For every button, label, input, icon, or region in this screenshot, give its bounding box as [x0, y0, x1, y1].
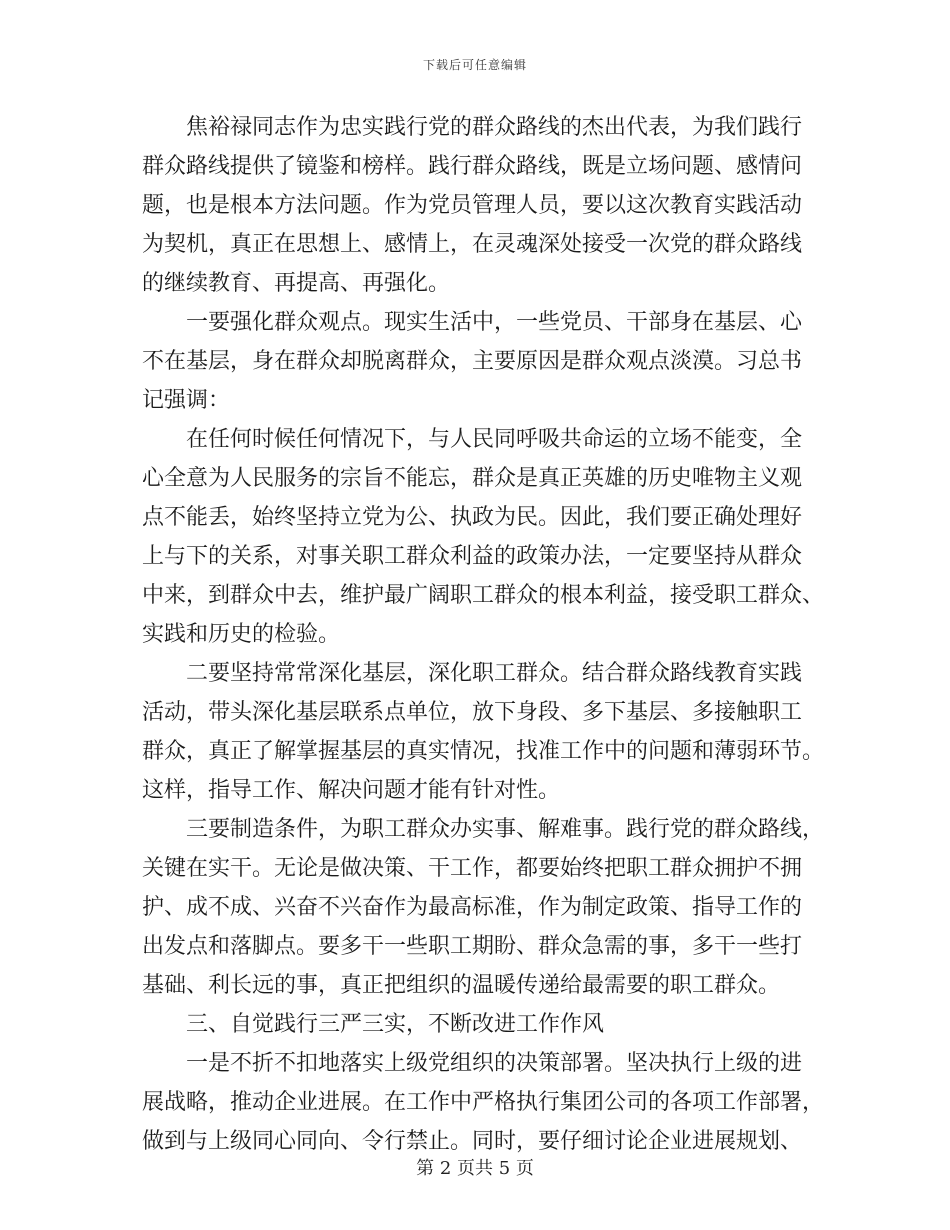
text-line-14: 实践和历史的检验。	[142, 622, 341, 647]
document-body	[142, 108, 825, 1161]
text-line-19: 三要制造条件，为职工群众办实事、解难事。践行党的群众路线，	[186, 817, 825, 842]
text-line-8: 记强调：	[142, 388, 231, 413]
text-line-11: 点不能丢，始终坚持立党为公、执政为民。因此，我们要正确处理好	[142, 505, 803, 530]
text-line-2: 群众路线提供了镜鉴和榜样。践行群众路线，既是立场问题、感情问	[142, 154, 803, 179]
text-line-22: 出发点和落脚点。要多干一些职工期盼、群众急需的事，多干一些打	[142, 934, 803, 959]
text-line-1: 焦裕禄同志作为忠实践行党的群众路线的杰出代表，为我们践行	[186, 115, 803, 140]
text-line-20: 关键在实干。无论是做决策、干工作，都要始终把职工群众拥护不拥	[142, 856, 803, 881]
page-header: 下载后可任意编辑	[422, 58, 527, 72]
text-line-18: 这样，指导工作、解决问题才能有针对性。	[142, 778, 561, 803]
text-line-15: 二要坚持常常深化基层，深化职工群众。结合群众路线教育实践	[186, 661, 803, 686]
section-heading: 三、自觉践行三严三实，不断改进工作作风	[186, 1012, 605, 1037]
text-line-23: 基础、利长远的事，真正把组织的温暖传递给最需要的职工群众。	[142, 973, 781, 998]
text-line-10: 心全意为人民服务的宗旨不能忘，群众是真正英雄的历史唯物主义观	[142, 466, 803, 491]
text-line-16: 活动，带头深化基层联系点单位，放下身段、多下基层、多接触职工	[142, 700, 803, 725]
text-line-6: 一要强化群众观点。现实生活中，一些党员、干部身在基层、心	[186, 310, 803, 335]
text-line-12: 上与下的关系，对事关职工群众利益的政策办法，一定要坚持从群众	[142, 544, 803, 569]
text-line-9: 在任何时候任何情况下，与人民同呼吸共命运的立场不能变，全	[186, 427, 803, 452]
text-line-17: 群众，真正了解掌握基层的真实情况，找准工作中的问题和薄弱环节。	[142, 739, 825, 764]
text-line-7: 不在基层，身在群众却脱离群众，主要原因是群众观点淡漠。习总书	[142, 349, 803, 374]
text-line-5: 的继续教育、再提高、再强化。	[142, 271, 451, 296]
page-number: 第 2 页共 5 页	[416, 1158, 534, 1179]
text-line-13: 中来，到群众中去，维护最广阔职工群众的根本利益，接受职工群众、	[142, 583, 825, 608]
text-line-27: 做到与上级同心同向、令行禁止。同时，要仔细讨论企业进展规划、	[142, 1129, 803, 1154]
text-line-21: 护、成不成、兴奋不兴奋作为最高标准，作为制定政策、指导工作的	[142, 895, 803, 920]
text-line-4: 为契机，真正在思想上、感情上，在灵魂深处接受一次党的群众路线	[142, 232, 803, 257]
text-line-26: 展战略，推动企业进展。在工作中严格执行集团公司的各项工作部署，	[142, 1090, 825, 1115]
text-line-3: 题，也是根本方法问题。作为党员管理人员，要以这次教育实践活动	[142, 193, 803, 218]
text-line-25: 一是不折不扣地落实上级党组织的决策部署。坚决执行上级的进	[186, 1051, 803, 1076]
